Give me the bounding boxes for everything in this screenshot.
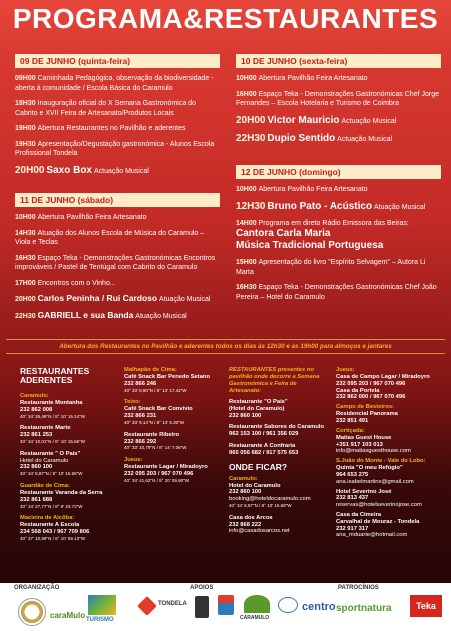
lodging-col xyxy=(336,367,446,542)
restaurants-heading: RESTAURANTES ADERENTES xyxy=(20,366,90,385)
restaurant-item: Restaurante Sabores do Caramulo 962 153 100 / 961 356 029 xyxy=(229,424,325,438)
event-list-12 xyxy=(236,185,441,302)
where-heading: ONDE FICAR? xyxy=(229,461,288,472)
event-11-4: 20H00 Carlos Peninha / Rui Cardoso Atuação Musical xyxy=(15,293,211,303)
event-09-4: 20H00 Saxo Box Actuação Musical xyxy=(15,164,149,176)
event-09-2: 19H00 Abertura Restaurantes no Pavilhão e aderentes xyxy=(15,125,186,132)
lodging-item: Casa dos Arcos 232 868 222 info@casadosarcos.net xyxy=(229,514,290,535)
day-label-11: 11 DE JUNHO (sábado) xyxy=(15,193,220,207)
crest-icon xyxy=(218,595,234,615)
event-10-0: 10H00 Abertura Pavilhão Feira Artesanato xyxy=(236,75,368,82)
lodging-item: Cortiçada: Matias Guest House +351 917 103 013 info@matiasguesthouse.com xyxy=(336,427,411,455)
restaurant-item: Restaurante " O País" Hotel do Caramulo 232 860 100 40° 34' 8,87''N / 8° 10' 15.66''W xyxy=(20,450,83,477)
support-label: APOIOS xyxy=(190,585,214,591)
day-block-10 xyxy=(236,51,441,151)
shield-icon xyxy=(195,596,209,618)
event-09-3: 19H30 Apresentação/Degustação gastronómica - Alunos Escola Profissional Tondela xyxy=(15,140,215,157)
caramulo-logo-2: CARAMULO xyxy=(240,615,270,621)
restaurant-item: Guardão de Cima: Restaurante Varanda da Serra 232 861 688 40° 34' 27,77''N / 8° 9' 23.72''W xyxy=(20,482,103,509)
restaurant-item: Malhapão de Cima: Café Snack Bar Penedo Setano 232 866 246 40° 33' 8,90''N / 8° 13' 17.42''W xyxy=(124,367,211,393)
event-11-3: 17H00 Encontros com o Vinho... xyxy=(15,279,116,287)
lodging-item: Campo de Besteiros: Residencial Panorama 232 851 491 xyxy=(336,404,398,424)
event-11-2: 16H30 Espaço Teka - Demonstrações Gastronómicas Encontros improváveis / Pastel de Tentúgal com Cabrito do Caramulo xyxy=(15,254,216,271)
event-09-0: 09H00 Caminhada Pedagógica, observação da biodiversidade - aberta à comunidade / Escola Básica do Caramulo xyxy=(15,75,214,92)
lodging-item: Casa da Cimeira Carvalhal de Mouraz - Tondela 232 917 317 ana_mduarte@hotmail.com xyxy=(336,511,420,539)
event-list-09 xyxy=(15,74,220,177)
restaurant-item: Restaurante A Confraria 965 056 682 / 917 575 653 xyxy=(229,442,299,456)
event-10-2: 20H00 Victor Mauricio Actuação Musical xyxy=(236,114,397,126)
event-list-10 xyxy=(236,74,441,145)
event-12-4: 16H30 Espaço Teka - Demonstrações Gastronómicas Chef João Pereira – Hotel do Caramulo xyxy=(236,284,437,301)
event-10-1: 16H00 Espaço Teka - Demonstrações Gastronómicas Chef Jorge Fernandes – Escola Hotelaria e Turismo de Coimbra xyxy=(236,90,439,107)
tondela-logo-icon xyxy=(137,596,157,616)
caramulo-logo: caraMulo xyxy=(50,611,86,620)
event-12-0: 10H00 Abertura Pavilhão Feira Artesanato xyxy=(236,186,368,193)
event-12-3: 15H00 Apresentação do livro "Espírito Selvagem" – Autora Li Marta xyxy=(236,259,426,276)
restaurant-item: Restaurante Ribeiro 232 866 292 40° 33' 10,79''N / 8° 14' 7.06''W xyxy=(124,431,187,451)
turismo-logo-icon xyxy=(88,595,116,615)
tondela-logo: TONDELA xyxy=(158,601,187,607)
restaurant-item: Jueus: Restaurante Lagar / Miradoyro 232 095 203 / 967 070 496 40° 34' 41,62''N / 8° 20' 09.90''W xyxy=(124,457,208,483)
lodging-item: Caramulo: Hotel do Caramulo 232 860 100 booking@hoteldocaramulo.com 40° 34' 8,97''N / 8° 10' 15.68''W xyxy=(229,475,311,508)
lodging-item: S.João do Monte - Vale do Lobo: Quinta "O meu Refúgio" 964 653 275 ana.isabelmartins@gmail.com xyxy=(336,458,426,485)
portugal-logo-icon xyxy=(278,597,298,613)
footer xyxy=(0,583,451,640)
restaurant-item: Teixo: Café Snack Bar Convívio 232 866 231 40° 33' 9,14''N / 8° 14' 5.30''W xyxy=(124,399,193,425)
event-11-1: 14H30 Atuação dos Alunos Escola de Música do Caramulo – Viola e Teclas xyxy=(15,229,205,246)
event-list-11 xyxy=(15,213,220,321)
day-label-12: 12 DE JUNHO (domingo) xyxy=(236,165,441,179)
organization-label: ORGANIZAÇÃO xyxy=(14,585,60,591)
restaurant-item: Restaurante Marte 232 861 253 40° 34' 10,01''N / 8° 10' 15.66''W xyxy=(20,425,86,444)
teka-logo: Teka xyxy=(410,595,442,617)
event-11-5: 22H30 GABRIELL e sua Banda Atuação Musical xyxy=(15,309,187,320)
sponsors-label: PATROCÍNIOS xyxy=(338,585,379,591)
restaurants-col-1 xyxy=(20,367,112,548)
lodging-item: Jueus: Casa de Campo Lagar / Miradoyro 232 095 203 / 967 070 496 Casa da Portela 232 862 000 / 967 070 496 xyxy=(336,367,430,401)
day-block-09 xyxy=(15,51,220,183)
day-block-11 xyxy=(15,190,220,327)
restaurant-item: Macieira de Alcôba: Restaurante A Escola 234 568 043 / 967 709 806 40° 37' 10,99''N / 8° 10' 59.13''W xyxy=(20,515,90,541)
event-12-2: 14H00 Programa em direto Rádio Emissora das Beiras: Cantora Carla Maria Música Tradicional Portuguesa xyxy=(236,219,409,251)
restaurant-item: Restaurante "O País" (Hotel do Caramulo) 232 860 100 xyxy=(229,399,288,419)
event-11-0: 10H00 Abertura Pavilhão Feira Artesanato xyxy=(15,214,147,221)
opening-notice: Abertura dos Restaurantes no Pavilhão e aderentes todos os dias às 12h30 e às 19h00 para almoços e jantares xyxy=(6,339,445,354)
lodging-item: Hotel Severino José 232 813 437 reservas@hotelseverinojose.com xyxy=(336,488,422,509)
sportnatura-logo: sportnatura xyxy=(336,603,392,614)
day-label-10: 10 DE JUNHO (sexta-feira) xyxy=(236,54,441,68)
centro-logo: centro xyxy=(302,601,336,613)
restaurants-col-3 xyxy=(229,367,329,540)
page-title: PROGRAMA&RESTAURANTES xyxy=(12,3,439,34)
event-10-3: 22H30 Dupio Sentido Actuação Musical xyxy=(236,132,393,144)
municipality-seal-icon xyxy=(18,598,46,626)
caramulo-mountain-icon xyxy=(244,595,270,613)
turismo-logo: TURISMO xyxy=(86,617,114,623)
day-block-12 xyxy=(236,162,441,308)
day-label-09: 09 DE JUNHO (quinta-feira) xyxy=(15,54,220,68)
restaurants-col-2 xyxy=(124,367,214,490)
restaurant-item: Caramulo: Restaurante Montanha 232 862 008 40° 34' 26,49''N / 8° 10' 15.14''W xyxy=(20,393,86,419)
event-09-1: 18H30 Inauguração oficial do X Semana Gastronómica do Cabrito e XVII Feira de Artesanato/Produtos Locais xyxy=(15,100,196,117)
event-12-1: 12H30 Bruno Pato - Acústico Atuação Musical xyxy=(236,200,426,212)
pavilion-heading: RESTAURANTES presentes no pavilhão onde decorre a Semana Gastronómica e Feira de Artesanato: xyxy=(229,367,320,394)
